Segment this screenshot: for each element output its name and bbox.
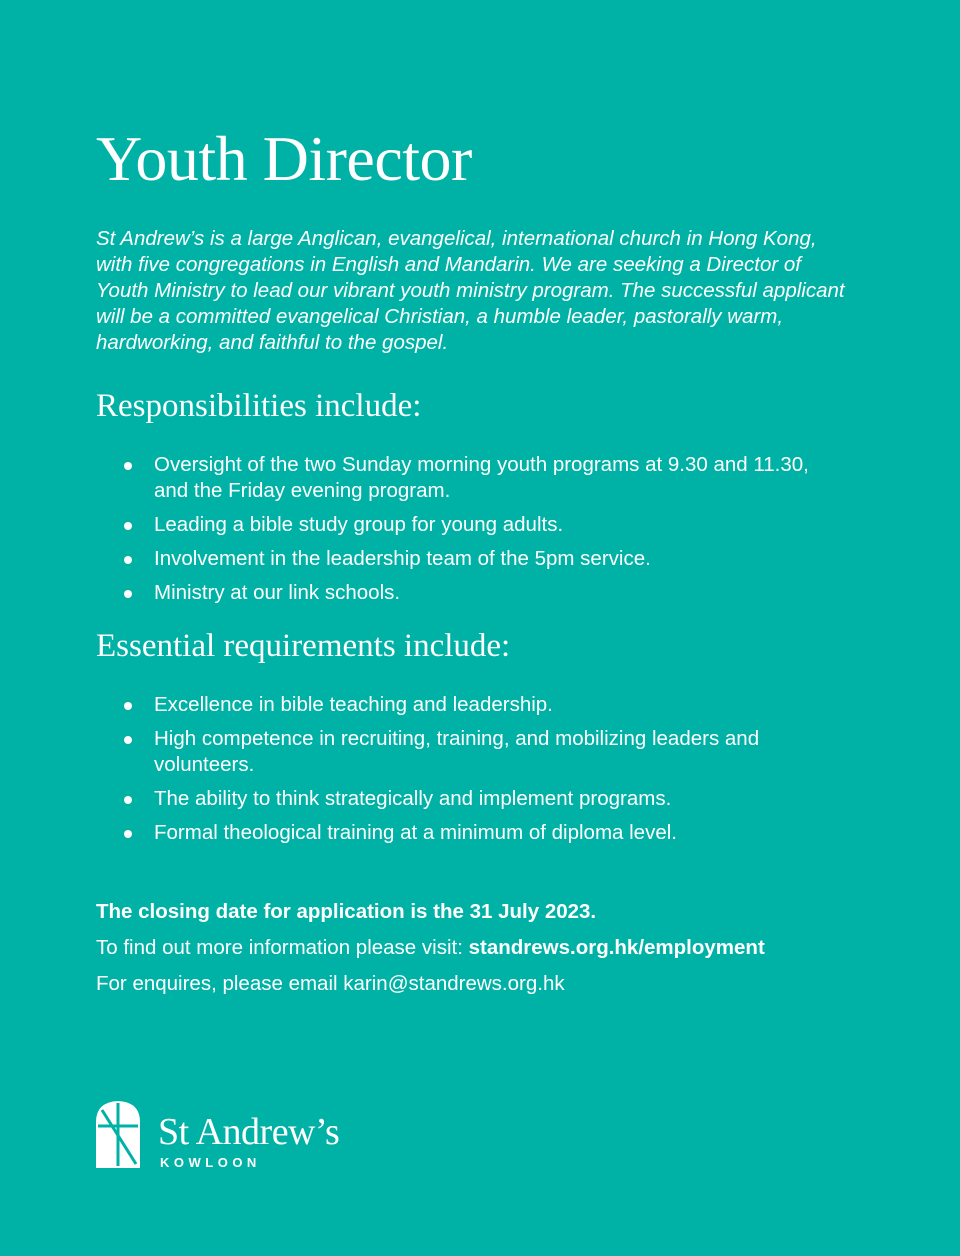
list-item: Leading a bible study group for young adults. bbox=[124, 512, 824, 538]
responsibilities-list bbox=[124, 452, 824, 614]
list-item: Excellence in bible teaching and leadership. bbox=[124, 692, 824, 718]
requirements-list bbox=[124, 692, 824, 854]
list-item: Oversight of the two Sunday morning youth programs at 9.30 and 11.30, and the Friday evening program. bbox=[124, 452, 824, 504]
bullet-icon bbox=[124, 702, 132, 710]
intro-paragraph: St Andrew’s is a large Anglican, evangelical, international church in Hong Kong, with five congregations in English and Mandarin. We are seeking a Director of Youth Ministry to lead our vibrant youth ministry program. The successful applicant will be a committed evangelical Christian, a humble leader, pastorally warm, hardworking, and faithful to the gospel. bbox=[96, 227, 845, 354]
requirements-heading: Essential requirements include: bbox=[96, 628, 511, 664]
logo-subtitle: KOWLOON bbox=[160, 1155, 261, 1170]
visit-line: To find out more information please visit: standrews.org.hk/employment bbox=[96, 936, 765, 959]
list-item: The ability to think strategically and implement programs. bbox=[124, 786, 824, 812]
list-item: Involvement in the leadership team of the 5pm service. bbox=[124, 546, 824, 572]
logo-name: St Andrew’s bbox=[158, 1111, 340, 1153]
responsibilities-heading: Responsibilities include: bbox=[96, 388, 422, 424]
church-window-cross-icon bbox=[96, 1100, 140, 1168]
enquire-line: For enquires, please email karin@standrews.org.hk bbox=[96, 972, 565, 995]
bullet-icon bbox=[124, 556, 132, 564]
list-item: Ministry at our link schools. bbox=[124, 580, 824, 606]
list-item: Formal theological training at a minimum of diploma level. bbox=[124, 820, 824, 846]
page-title: Youth Director bbox=[96, 123, 472, 194]
closing-date: The closing date for application is the 31 July 2023. bbox=[96, 900, 597, 923]
bullet-icon bbox=[124, 462, 132, 470]
bullet-icon bbox=[124, 522, 132, 530]
employment-link[interactable]: standrews.org.hk/employment bbox=[468, 936, 765, 959]
list-item: High competence in recruiting, training, and mobilizing leaders and volunteers. bbox=[124, 726, 824, 778]
bullet-icon bbox=[124, 796, 132, 804]
bullet-icon bbox=[124, 590, 132, 598]
bullet-icon bbox=[124, 830, 132, 838]
bullet-icon bbox=[124, 736, 132, 744]
